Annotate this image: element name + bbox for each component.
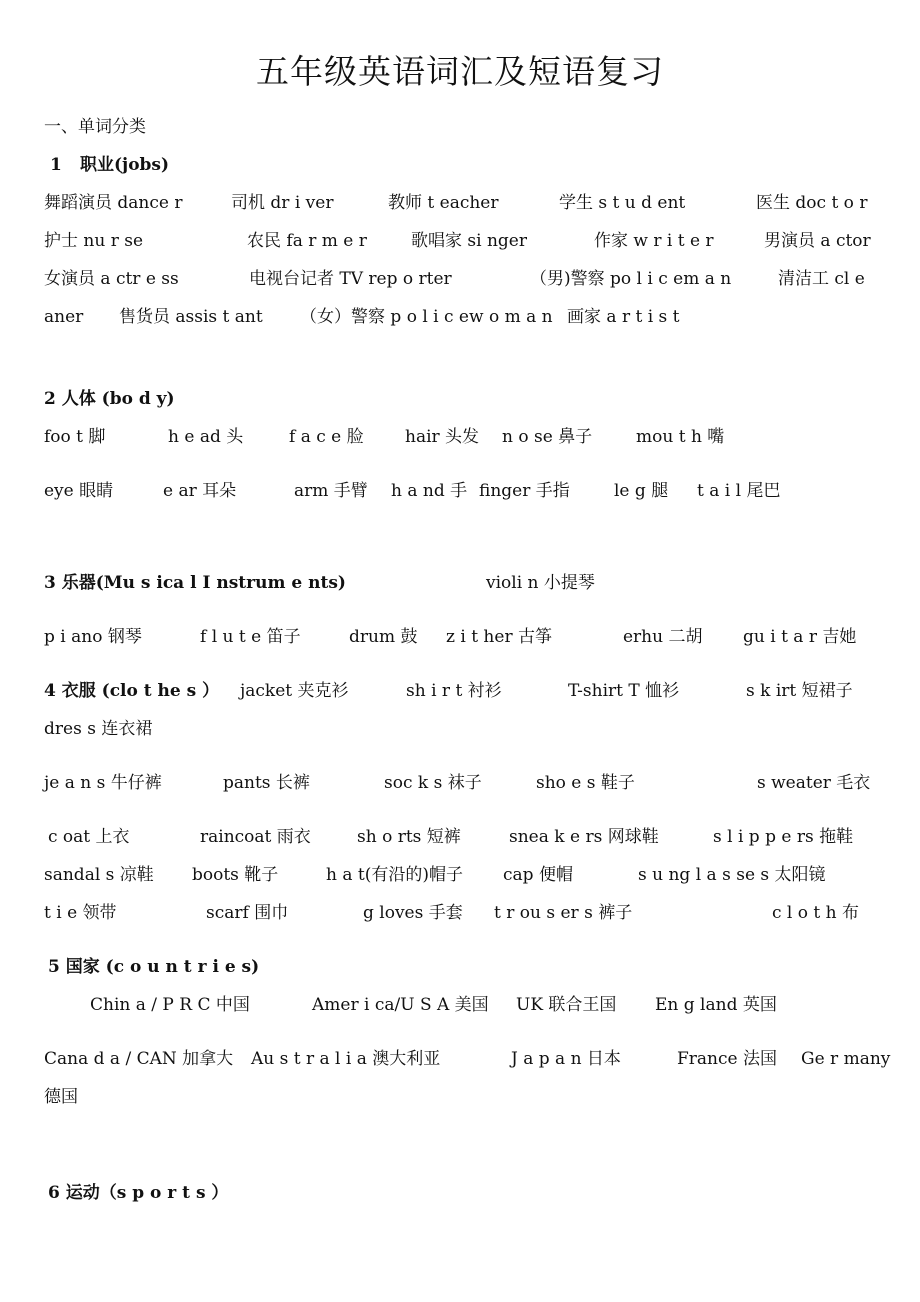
vocab-item: h a nd 手 — [391, 481, 468, 501]
vocab-item: scarf 围巾 — [206, 903, 289, 923]
sports-title: 6 运动（s p o r t s ） — [48, 1183, 229, 1203]
vocab-item: snea k e rs 网球鞋 — [509, 827, 659, 847]
vocab-item: s u ng l a s se s 太阳镜 — [638, 865, 826, 885]
clothes-title: 4 衣服 (clo t he s ） — [44, 681, 220, 701]
music-title: 3 乐器(Mu s ica l I nstrum e nts) — [44, 573, 346, 593]
vocab-item: f l u t e 笛子 — [200, 627, 301, 647]
vocab-item: sh o rts 短裤 — [357, 827, 461, 847]
vocab-item: je a n s 牛仔裤 — [44, 773, 162, 793]
vocab-item: hair 头发 — [405, 427, 480, 447]
vocab-item: Amer i ca/U S A 美国 — [312, 995, 489, 1015]
vocab-item: f a c e 脸 — [289, 427, 364, 447]
jobs-row — [44, 305, 884, 329]
vocab-item: sh i r t 衬衫 — [406, 681, 502, 701]
jobs-heading — [44, 153, 884, 177]
vocab-item: n o se 鼻子 — [502, 427, 593, 447]
vocab-item: t i e 领带 — [44, 903, 117, 923]
vocab-item: Ge r many — [801, 1049, 891, 1069]
vocab-item: t r ou s er s 裤子 — [494, 903, 633, 923]
vocab-item: 司机 dr i ver — [231, 193, 334, 213]
vocab-item: dres s 连衣裙 — [44, 719, 153, 739]
vocab-item: t a i l 尾巴 — [697, 481, 781, 501]
vocab-item: 作家 w r i t e r — [594, 231, 714, 251]
clothes-row — [44, 679, 884, 703]
vocab-item: h e ad 头 — [168, 427, 244, 447]
vocab-item: 清洁工 cl e — [778, 269, 865, 289]
vocab-item: 德国 — [44, 1087, 78, 1107]
vocab-item: Chin a / P R C 中国 — [90, 995, 250, 1015]
vocab-item: jacket 夹克衫 — [240, 681, 349, 701]
vocab-item: h a t(有沿的)帽子 — [326, 865, 463, 885]
music-heading — [44, 571, 884, 595]
vocab-item: 教师 t eacher — [388, 193, 499, 213]
vocab-item: mou t h 嘴 — [636, 427, 725, 447]
vocab-item: 农民 fa r m e r — [247, 231, 367, 251]
clothes-row — [44, 825, 884, 849]
vocab-item: e ar 耳朵 — [163, 481, 237, 501]
section-1-label: 一、单词分类 — [44, 117, 146, 137]
vocab-item: s l i p p e rs 拖鞋 — [713, 827, 854, 847]
vocab-item: violi n 小提琴 — [486, 573, 595, 593]
section-heading — [44, 115, 884, 139]
vocab-item: finger 手指 — [479, 481, 570, 501]
vocab-item: 舞蹈演员 dance r — [44, 193, 183, 213]
countries-heading — [44, 955, 884, 979]
sports-heading — [44, 1181, 884, 1205]
vocab-item: erhu 二胡 — [623, 627, 703, 647]
countries-row — [44, 1085, 884, 1109]
body-title: 2 人体 (bo d y) — [44, 389, 175, 409]
clothes-row — [44, 771, 884, 795]
vocab-item: Au s t r a l i a 澳大利亚 — [251, 1049, 441, 1069]
vocab-item: 电视台记者 TV rep o rter — [249, 269, 452, 289]
vocab-item: （男)警察 po l i c em a n — [530, 269, 732, 289]
vocab-item: gu i t a r 吉她 — [743, 627, 857, 647]
clothes-row — [44, 901, 884, 925]
countries-row — [44, 993, 884, 1017]
vocab-item: aner — [44, 307, 84, 327]
jobs-title: 职业(jobs) — [80, 155, 170, 175]
vocab-item: UK 联合王国 — [516, 995, 617, 1015]
vocab-item: c l o t h 布 — [772, 903, 859, 923]
vocab-item: Cana d a / CAN 加拿大 — [44, 1049, 234, 1069]
vocab-item: c oat 上衣 — [48, 827, 130, 847]
vocab-item: 女演员 a ctr e ss — [44, 269, 179, 289]
vocab-item: arm 手臂 — [294, 481, 368, 501]
jobs-row — [44, 229, 884, 253]
vocab-item: foo t 脚 — [44, 427, 106, 447]
vocab-item: eye 眼睛 — [44, 481, 114, 501]
vocab-item: pants 长裤 — [223, 773, 310, 793]
vocab-item: s weater 毛衣 — [757, 773, 871, 793]
vocab-item: drum 鼓 — [349, 627, 418, 647]
body-row — [44, 479, 884, 503]
vocab-item: 歌唱家 si nger — [411, 231, 527, 251]
vocab-item: 医生 doc t o r — [756, 193, 868, 213]
vocab-item: le g 腿 — [614, 481, 669, 501]
countries-title: 5 国家 (c o u n t r i e s) — [48, 957, 260, 977]
vocab-item: France 法国 — [677, 1049, 777, 1069]
vocab-item: 画家 a r t i s t — [567, 307, 680, 327]
vocab-item: En g land 英国 — [655, 995, 777, 1015]
body-heading — [44, 387, 884, 411]
vocab-item: J a p a n 日本 — [511, 1049, 621, 1069]
vocab-item: 男演员 a ctor — [764, 231, 871, 251]
vocab-item: z i t her 古筝 — [446, 627, 552, 647]
jobs-row — [44, 267, 884, 291]
body-row — [44, 425, 884, 449]
vocab-item: 护士 nu r se — [44, 231, 144, 251]
countries-row — [44, 1047, 891, 1071]
vocab-item: raincoat 雨衣 — [200, 827, 311, 847]
jobs-number: 1 — [50, 155, 62, 175]
vocab-item: （女）警察 p o l i c ew o m a n — [300, 307, 553, 327]
vocab-item: s k irt 短裙子 — [746, 681, 853, 701]
page-title: 五年级英语词汇及短语复习 — [256, 52, 664, 91]
clothes-row — [44, 863, 884, 887]
vocab-item: soc k s 袜子 — [384, 773, 482, 793]
vocab-item: sandal s 凉鞋 — [44, 865, 154, 885]
clothes-row — [44, 717, 884, 741]
vocab-item: 售货员 assis t ant — [119, 307, 263, 327]
jobs-row — [44, 191, 884, 215]
vocab-item: g loves 手套 — [363, 903, 463, 923]
vocab-item: 学生 s t u d ent — [559, 193, 686, 213]
vocab-item: cap 便帽 — [503, 865, 573, 885]
vocab-item: p i ano 钢琴 — [44, 627, 142, 647]
vocab-item: boots 靴子 — [192, 865, 279, 885]
music-row — [44, 625, 884, 649]
vocab-item: T-shirt T 恤衫 — [568, 681, 680, 701]
vocab-item: sho e s 鞋子 — [536, 773, 635, 793]
